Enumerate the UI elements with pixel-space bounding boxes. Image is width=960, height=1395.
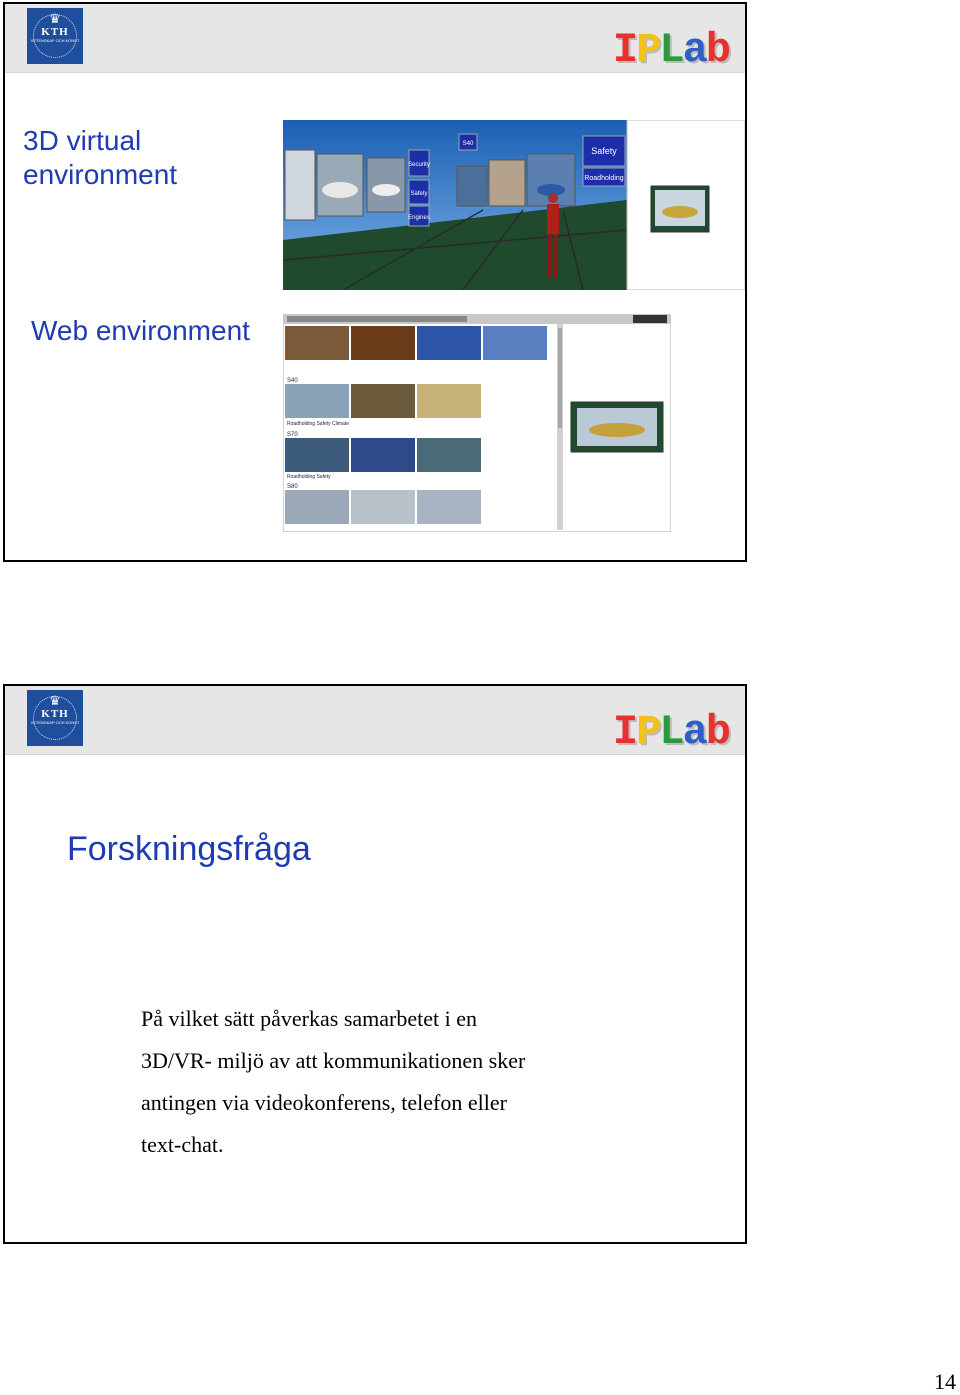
section-label: S70 [287, 432, 298, 438]
kth-logo [27, 690, 83, 746]
brand-letter: I [612, 708, 637, 756]
sign-text: Security [408, 162, 430, 168]
logo-ring [33, 14, 77, 58]
brand-letter: P [636, 26, 660, 74]
sign-text: Safety [591, 146, 617, 156]
brand-letter: a [682, 26, 706, 74]
section-label: S40 [287, 378, 298, 384]
vr-label-line2: environment [23, 159, 178, 190]
iplab-logo [613, 710, 729, 754]
caption: Roadholding Safety Climate [287, 421, 349, 427]
paragraph-line: text-chat. [141, 1132, 224, 1157]
slide-header [5, 686, 745, 755]
web-screenshot [283, 314, 671, 532]
vr-label-line1: 3D virtual [23, 125, 142, 156]
slide-header [5, 4, 745, 73]
slide-2 [3, 684, 747, 1244]
logo-ring [33, 696, 77, 740]
research-question [141, 998, 661, 1166]
section-label: S80 [287, 484, 298, 490]
slide-title: Forskningsfråga [67, 830, 311, 868]
paragraph-line: På vilket sätt påverkas samarbetet i en [141, 1006, 477, 1031]
brand-letter: L [659, 26, 683, 74]
paragraph-line: 3D/VR- miljö av att kommunikationen sker [141, 1048, 526, 1073]
vr-screenshot [283, 120, 745, 290]
kth-logo [27, 8, 83, 64]
sign-text: Engines [408, 215, 430, 221]
brand-letter: b [705, 708, 729, 756]
vr-label [23, 124, 177, 192]
caption: Roadholding Safety [287, 474, 331, 480]
logo-motto: VETENSKAP OCH KONST [30, 38, 80, 43]
iplab-logo [613, 28, 729, 72]
web-label: Web environment [31, 315, 250, 346]
logo-text: KTH [41, 26, 69, 38]
logo-text: KTH [41, 708, 69, 720]
crown-icon: ♛ [49, 11, 61, 26]
sign-text: S40 [462, 141, 474, 147]
page-number: 14 [934, 1369, 956, 1394]
slide-1 [3, 2, 747, 562]
brand-letter: I [612, 26, 637, 74]
crown-icon: ♛ [49, 693, 61, 708]
brand-letter: a [682, 708, 706, 756]
paragraph-line: antingen via videokonferens, telefon eller [141, 1090, 507, 1115]
brand-letter: L [659, 708, 683, 756]
brand-letter: b [705, 26, 729, 74]
sign-text: Roadholding [584, 175, 624, 182]
logo-motto: VETENSKAP OCH KONST [30, 720, 80, 725]
brand-letter: P [636, 708, 660, 756]
sign-text: Safety [410, 191, 428, 197]
